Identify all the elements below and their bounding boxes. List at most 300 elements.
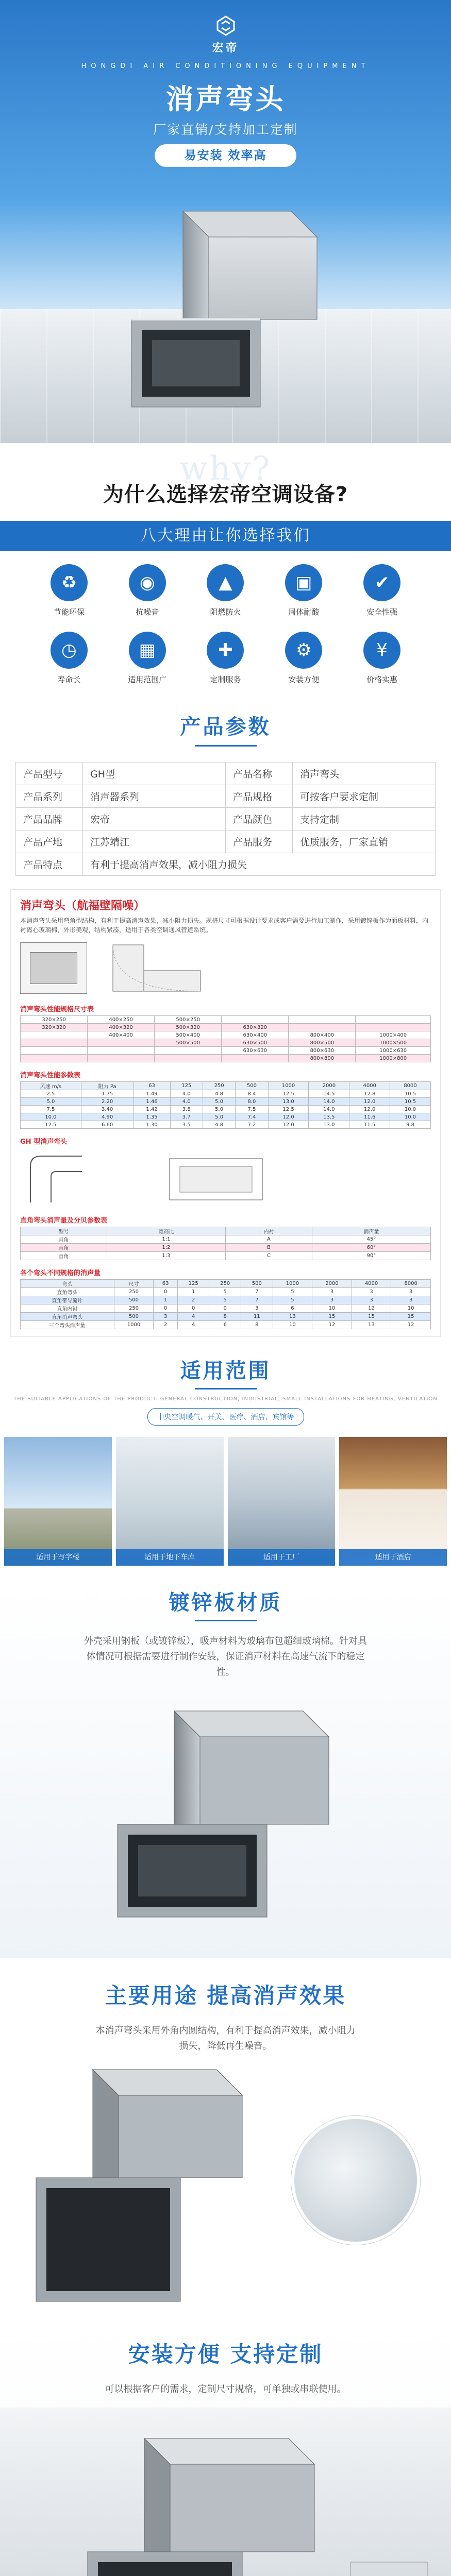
brand-logo	[0, 14, 451, 70]
table-cell: 直角内衬	[21, 1304, 114, 1313]
table-cell	[21, 1031, 88, 1039]
table-cell	[356, 1016, 431, 1024]
size-table	[20, 1015, 431, 1062]
table-cell: 1	[177, 1288, 209, 1296]
galv-heading: 镀锌板材质	[169, 1591, 282, 1615]
feature-grid	[0, 551, 451, 690]
table-cell: 3	[312, 1296, 352, 1304]
table-cell: 45°	[312, 1235, 430, 1244]
perf-table-caption: 消声弯头性能参数表	[20, 1072, 81, 1079]
install-text: 可以根据客户的需求，定制尺寸规格，可单独或串联使用。	[105, 2384, 346, 2395]
table-cell: 7	[241, 1288, 273, 1296]
table-header-cell: 8000	[391, 1280, 431, 1288]
table-cell: 10.0	[21, 1113, 81, 1121]
sheet-text: 本消声弯头采用弯角型结构，有利于提高消声效果，减小阻力损失。规格尺寸可根据设计要求或客户需要进行加工制作，采用镀锌板作为面板材料，内衬离心玻璃棉，外形美观，结构紧凑，适用于各类空调通风管道系统。	[20, 917, 429, 934]
table-row	[21, 1024, 431, 1031]
sound-icon: ◉	[129, 564, 166, 601]
scene-image	[4, 1437, 112, 1566]
apply-heading: 适用范围	[180, 1359, 271, 1383]
table-cell: 12.0	[349, 1106, 390, 1113]
duct-galvanized-image	[97, 1690, 355, 1938]
table-header-cell: 125	[177, 1280, 209, 1288]
galv-text: 外壳采用钢板（或镀锌板），吸声材料为玻璃布包超细玻璃棉。针对具体情况可根据需要进行制作安装，保证消声材料在高速气流下的稳定性。	[84, 1636, 367, 1677]
table-cell: 4	[177, 1313, 209, 1321]
gh-drawing-right	[154, 1151, 278, 1208]
table-cell	[21, 1047, 88, 1055]
table-cell: 13.5	[309, 1113, 349, 1121]
table-cell: 14.5	[309, 1090, 349, 1098]
galvanized-section	[0, 1586, 451, 1958]
table-cell: 5	[273, 1296, 312, 1304]
table-cell: 0	[209, 1304, 241, 1313]
yen-icon: ¥	[363, 632, 400, 669]
table-cell	[222, 1055, 289, 1062]
purpose-text: 本消声弯头采用外角内圆结构，有利于提高消声效果，减小阻力损失，降低再生噪音。	[95, 2025, 356, 2052]
feature-label: 阻燃防火	[210, 607, 241, 617]
table-cell: 10.0	[390, 1106, 431, 1113]
table-cell: 500×320	[155, 1024, 222, 1031]
feature-item	[30, 632, 108, 685]
table-row	[21, 1016, 431, 1024]
table-header-cell: 内衬	[226, 1227, 312, 1235]
param-key: 产品服务	[226, 831, 293, 853]
why-title: 为什么选择宏帝空调设备?	[103, 483, 348, 506]
purpose-heading: 主要用途 提高消声效果	[105, 1983, 346, 2008]
param-value: 消声器系列	[83, 785, 226, 808]
table-row	[21, 1039, 431, 1047]
feature-label: 周体耐酸	[288, 607, 320, 617]
feature-label: 抗噪音	[136, 607, 159, 617]
params-row	[16, 762, 436, 785]
table-cell: 7.2	[236, 1121, 268, 1129]
table-cell: 11.5	[349, 1121, 390, 1129]
scene-image	[339, 1437, 447, 1566]
table-cell: 800×800	[289, 1055, 356, 1062]
table-cell: 630×500	[222, 1039, 289, 1047]
hero-pill: 易安装 效率高	[155, 144, 296, 167]
table-cell: 7	[241, 1296, 273, 1304]
table-cell: 1.42	[133, 1106, 170, 1113]
duct-sketch-drawing	[97, 940, 221, 996]
table-cell: 12.0	[268, 1113, 309, 1121]
table-cell: 4.0	[170, 1090, 203, 1098]
scene-caption: 适用于地下车库	[116, 1549, 224, 1566]
table-cell: B	[226, 1244, 312, 1252]
table-row	[21, 1288, 431, 1296]
table-cell: 10.5	[390, 1098, 431, 1106]
table-header-row	[21, 1082, 431, 1090]
gh-caption: GH 型消声弯头	[20, 1138, 68, 1146]
table-cell: 800×400	[289, 1031, 356, 1039]
install-heading: 安装方便 支持定制	[128, 2342, 323, 2367]
table-cell: 1	[154, 1296, 178, 1304]
table-cell: 3	[352, 1296, 391, 1304]
flame-icon: ▲	[207, 564, 244, 601]
table-row	[21, 1304, 431, 1313]
size-table-caption: 消声弯头性能规格尺寸表	[20, 1006, 94, 1013]
scene-image	[116, 1437, 224, 1566]
table-cell: 12	[312, 1321, 352, 1329]
param-value: 可按客户要求定制	[293, 785, 436, 808]
attenuation-table	[20, 1279, 431, 1329]
brand-name: 宏帝	[212, 42, 239, 55]
shield-icon: ▣	[285, 564, 322, 601]
param-value: 江苏靖江	[83, 831, 226, 853]
table-header-cell: 8000	[390, 1082, 431, 1090]
table-cell	[21, 1039, 88, 1047]
wrench-icon: ⚙	[285, 632, 322, 669]
why-english: why?	[179, 450, 272, 488]
feature-item	[30, 564, 108, 617]
table-cell	[88, 1047, 155, 1055]
table-cell: 12.0	[349, 1098, 390, 1106]
table-cell: 400×400	[88, 1031, 155, 1039]
table-header-cell: 消声量	[312, 1227, 430, 1235]
table-cell: 1.30	[133, 1121, 170, 1129]
table-cell: 500	[114, 1313, 154, 1321]
params-section	[0, 710, 451, 876]
table-cell	[356, 1024, 431, 1031]
duct-section-drawing	[20, 942, 87, 994]
table-cell: 3.7	[170, 1113, 203, 1121]
scene-grid	[0, 1426, 451, 1566]
hero-banner	[0, 0, 451, 443]
table-cell: 630×400	[222, 1031, 289, 1039]
table-cell: 13	[273, 1313, 312, 1321]
table-cell: 3.5	[170, 1121, 203, 1129]
table-cell: 3	[352, 1288, 391, 1296]
param-key: 产品产地	[16, 831, 83, 853]
table-cell: 400×250	[88, 1016, 155, 1024]
table-header-cell: 阻力 Pa	[81, 1082, 133, 1090]
feature-label: 定制服务	[210, 675, 241, 684]
table-cell: 12	[352, 1304, 391, 1313]
detail-zoom-image	[291, 2116, 420, 2245]
table-cell: 5.0	[203, 1113, 235, 1121]
table-header-cell: 4000	[352, 1280, 391, 1288]
scene-image	[228, 1437, 336, 1566]
table-cell: 500×500	[155, 1039, 222, 1047]
table-cell: 5	[209, 1296, 241, 1304]
param-key: 产品品牌	[16, 808, 83, 831]
table-cell: 8	[209, 1313, 241, 1321]
table-header-cell: 1000	[273, 1280, 312, 1288]
table-cell: 13.0	[268, 1098, 309, 1106]
table-header-cell: 1000	[268, 1082, 309, 1090]
feature-label: 节能环保	[53, 607, 85, 617]
table-cell: 2.5	[21, 1090, 81, 1098]
table-header-cell: 250	[203, 1082, 235, 1090]
table-cell: 5	[273, 1288, 312, 1296]
table-header-row	[21, 1280, 431, 1288]
table-cell: 5.0	[203, 1106, 235, 1113]
table-cell: 4.8	[203, 1121, 235, 1129]
feature-label: 价格实惠	[366, 675, 398, 684]
feature-label: 适用范围广	[128, 675, 167, 684]
hero-subtitle: 厂家直销/支持加工定制	[153, 122, 298, 137]
table-cell: 8.4	[236, 1090, 268, 1098]
table-cell: 1:3	[107, 1252, 225, 1260]
table-cell: A	[226, 1235, 312, 1244]
table-cell: 3	[312, 1288, 352, 1296]
table-cell: 13.0	[309, 1121, 349, 1129]
feature-label: 安全性强	[366, 607, 398, 617]
table-cell: 250	[114, 1304, 154, 1313]
bend-table-caption: 直角弯头消声量及分贝参数表	[20, 1217, 108, 1225]
param-value: 有利于提高消声效果，减小阻力损失	[83, 853, 436, 876]
table-cell: 3	[391, 1296, 431, 1304]
table-cell: 800×630	[289, 1047, 356, 1055]
table-cell: 1000×400	[356, 1031, 431, 1039]
table-row	[21, 1090, 431, 1098]
table-cell: 1000×800	[356, 1055, 431, 1062]
table-cell: 直角	[21, 1244, 107, 1252]
table-cell: 3.8	[170, 1106, 203, 1113]
table-cell: 2	[154, 1321, 178, 1329]
param-key: 产品特点	[16, 853, 83, 876]
param-value: 支持定制	[293, 808, 436, 831]
table-cell: 250	[114, 1288, 154, 1296]
table-cell: 14.0	[309, 1098, 349, 1106]
table-header-cell: 风速 m/s	[21, 1082, 81, 1090]
param-key: 产品型号	[16, 762, 83, 785]
table-cell: 6.60	[81, 1121, 133, 1129]
params-row	[16, 808, 436, 831]
table-cell: 7.5	[21, 1106, 81, 1113]
table-cell: 0	[177, 1304, 209, 1313]
table-row	[21, 1244, 431, 1252]
scene-caption: 适用于工厂	[228, 1549, 336, 1566]
table-cell	[155, 1047, 222, 1055]
table-cell: 直角	[21, 1235, 107, 1244]
table-cell: 2	[177, 1296, 209, 1304]
table-header-cell: 2000	[312, 1280, 352, 1288]
why-bar: 八大理由让你选择我们	[0, 521, 451, 551]
table-header-cell: 2000	[309, 1082, 349, 1090]
table-cell: 5	[209, 1288, 241, 1296]
apply-english: THE SUITABLE APPLICATIONS OF THE PRODUCT: GENERAL CONSTRUCTION, INDUSTRIAL, SMALL INSTALLATIONS FOR HEATING, VENTILATION	[13, 1396, 438, 1402]
purpose-section	[0, 1958, 451, 2322]
table-row	[21, 1121, 431, 1129]
table-row	[21, 1113, 431, 1121]
table-cell: 13	[352, 1321, 391, 1329]
table-cell: 11.6	[349, 1113, 390, 1121]
table-cell: 10.5	[390, 1090, 431, 1098]
table-cell: 1:1	[107, 1235, 225, 1244]
table-cell: 3	[241, 1304, 273, 1313]
table-cell: 4.90	[81, 1113, 133, 1121]
table-cell	[289, 1016, 356, 1024]
bend-table	[20, 1227, 431, 1260]
table-cell	[222, 1016, 289, 1024]
feature-item	[108, 632, 187, 685]
table-cell: 直角带导流片	[21, 1296, 114, 1304]
table-cell: 1000×500	[356, 1039, 431, 1047]
table-cell: 11	[241, 1313, 273, 1321]
performance-table	[20, 1081, 431, 1129]
table-cell: 320×250	[21, 1016, 88, 1024]
param-value: 宏帝	[83, 808, 226, 831]
table-cell: 3.40	[81, 1106, 133, 1113]
brand-english: HONGDI AIR CONDITIONING EQUIPMENT	[81, 62, 370, 70]
table-cell: 6	[273, 1304, 312, 1313]
table-cell: 12.0	[268, 1121, 309, 1129]
table-row	[21, 1252, 431, 1260]
table-cell: 5.0	[203, 1098, 235, 1106]
table-cell: 320×320	[21, 1024, 88, 1031]
table-header-cell: 63	[154, 1280, 178, 1288]
param-value: GH型	[83, 762, 226, 785]
check-icon: ✔	[363, 564, 400, 601]
table-cell: 630×630	[222, 1047, 289, 1055]
table-cell: 15	[391, 1313, 431, 1321]
duct-product-image	[121, 191, 332, 428]
table-cell: 7.5	[236, 1106, 268, 1113]
table-cell: 3	[391, 1288, 431, 1296]
table-cell: 直角弯头	[21, 1288, 114, 1296]
table-row	[21, 1031, 431, 1039]
feature-label: 安装方便	[288, 675, 320, 684]
table-cell: 4.8	[203, 1090, 235, 1098]
table-cell: 3	[154, 1313, 178, 1321]
table-header-cell: 250	[209, 1280, 241, 1288]
application-section	[0, 1354, 451, 1566]
table-cell: 500×400	[155, 1031, 222, 1039]
table-cell: 1000×630	[356, 1047, 431, 1055]
table-row	[21, 1296, 431, 1304]
table-header-cell: 500	[241, 1280, 273, 1288]
params-table	[15, 762, 436, 876]
table-cell: 630×320	[222, 1024, 289, 1031]
table-header-cell: 弯头	[21, 1280, 114, 1288]
table-cell: 15	[312, 1313, 352, 1321]
logo-icon	[210, 14, 241, 38]
table-cell: 500×250	[155, 1016, 222, 1024]
table-header-cell: 宽高比	[107, 1227, 225, 1235]
table-cell: 10	[273, 1321, 312, 1329]
table-header-cell: 型号	[21, 1227, 107, 1235]
table-cell: 12.5	[268, 1106, 309, 1113]
table-cell: 7.4	[236, 1113, 268, 1121]
params-row	[16, 853, 436, 876]
table-cell	[155, 1055, 222, 1062]
table-header-cell: 63	[133, 1082, 170, 1090]
table-row	[21, 1235, 431, 1244]
table-cell: 500	[114, 1296, 154, 1304]
sheet-title: 消声弯头（航福壁隔噪）	[20, 900, 145, 912]
params-row	[16, 785, 436, 808]
table-cell: 4.0	[170, 1098, 203, 1106]
table-cell: 12	[391, 1321, 431, 1329]
table-cell: 1.46	[133, 1098, 170, 1106]
table-header-cell: 125	[170, 1082, 203, 1090]
table-cell: 10	[391, 1304, 431, 1313]
duct-purpose-image	[21, 2059, 263, 2317]
table-cell: 三个弯头消声量	[21, 1321, 114, 1329]
table-cell: 9.8	[390, 1121, 431, 1129]
table-row	[21, 1047, 431, 1055]
gh-drawing-left	[20, 1151, 144, 1208]
table-row	[21, 1055, 431, 1062]
param-value: 消声弯头	[293, 762, 436, 785]
table-cell: 10.0	[390, 1113, 431, 1121]
table-cell	[88, 1055, 155, 1062]
why-choose-section	[0, 443, 451, 690]
table-cell: 8.0	[236, 1098, 268, 1106]
table-header-cell: 500	[236, 1082, 268, 1090]
tools-icon: ✚	[207, 632, 244, 669]
hero-title: 消声弯头	[165, 83, 286, 115]
table-cell	[289, 1024, 356, 1031]
table-cell: 6	[209, 1321, 241, 1329]
feature-item	[264, 632, 343, 685]
param-value: 优质服务，厂家直销	[293, 831, 436, 853]
table-cell: 8	[241, 1321, 273, 1329]
feature-label: 寿命长	[57, 675, 81, 684]
table-header-cell: 4000	[349, 1082, 390, 1090]
table-cell: 4	[177, 1321, 209, 1329]
table-cell: 1.35	[133, 1113, 170, 1121]
param-key: 产品规格	[226, 785, 293, 808]
apply-pill: 中央空调暖气、开关、医疗、酒店、宾馆等	[147, 1408, 304, 1426]
table-cell: 0	[154, 1288, 178, 1296]
param-key: 产品名称	[226, 762, 293, 785]
feature-item	[187, 632, 265, 685]
scene-caption: 适用于写字楼	[4, 1549, 112, 1566]
table-cell: 直角	[21, 1252, 107, 1260]
table-cell: 800×500	[289, 1039, 356, 1047]
table-cell: 14.0	[309, 1106, 349, 1113]
table-row	[21, 1106, 431, 1113]
building-icon: ▦	[129, 632, 166, 669]
table-cell: 60°	[312, 1244, 430, 1252]
table-cell: C	[226, 1252, 312, 1260]
table-cell: 0	[154, 1304, 178, 1313]
table-cell: 12.5	[21, 1121, 81, 1129]
install-scene-image	[0, 2408, 451, 2576]
table-cell	[88, 1039, 155, 1047]
table-cell: 1:2	[107, 1244, 225, 1252]
install-section	[0, 2322, 451, 2576]
clock-icon: ◷	[51, 632, 88, 669]
table-cell: 12.5	[268, 1090, 309, 1098]
feature-item	[187, 564, 265, 617]
table-cell: 90°	[312, 1252, 430, 1260]
feature-item	[108, 564, 187, 617]
table-cell: 400×320	[88, 1024, 155, 1031]
param-key: 产品颜色	[226, 808, 293, 831]
table-header-cell: 尺寸	[114, 1280, 154, 1288]
table-row	[21, 1313, 431, 1321]
table-cell: 10	[312, 1304, 352, 1313]
scene-caption: 适用于酒店	[339, 1549, 447, 1566]
table-cell	[21, 1055, 88, 1062]
spec-sheet	[10, 889, 441, 1337]
table-cell: 1.49	[133, 1090, 170, 1098]
param-key: 产品系列	[16, 785, 83, 808]
leaf-icon: ♻	[51, 564, 88, 601]
table-header-row	[21, 1227, 431, 1235]
feature-item	[343, 632, 421, 685]
params-row	[16, 831, 436, 853]
table-cell: 5.0	[21, 1098, 81, 1106]
table-cell: 2.20	[81, 1098, 133, 1106]
feature-item	[343, 564, 421, 617]
table-cell: 12.8	[349, 1090, 390, 1098]
feature-item	[264, 564, 343, 617]
table-cell: 直角消声弯头	[21, 1313, 114, 1321]
table-row	[21, 1321, 431, 1329]
